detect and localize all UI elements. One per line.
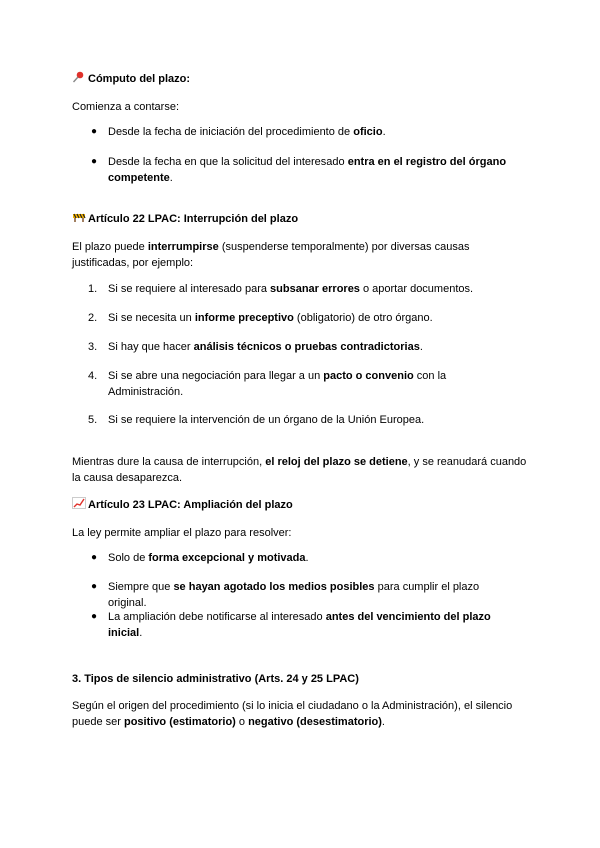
text: . [139, 627, 143, 639]
bold-text: antes del vencimiento del plazo inicial [108, 611, 491, 639]
construction-barrier-icon [72, 211, 86, 223]
intro-computo: Comienza a contarse: [72, 101, 179, 113]
text: Si se necesita un [108, 312, 195, 324]
bullet-marker: ● [91, 156, 98, 167]
bold-text: forma excepcional y motivada [148, 552, 306, 564]
list-item [72, 310, 528, 326]
bullet-marker: ● [91, 611, 98, 622]
number-marker: 5. [88, 414, 98, 426]
list-item [72, 339, 528, 355]
text: . [419, 341, 423, 353]
intro-ampliacion: La ley permite ampliar el plazo para resolver: [72, 527, 292, 539]
text: Si hay que hacer [108, 341, 194, 353]
list-item [72, 412, 528, 428]
text: . [382, 126, 386, 138]
number-marker: 1. [88, 283, 98, 295]
text: Solo de [108, 552, 149, 564]
text: , y se reanudará cuando la causa desaparezca. [72, 456, 527, 484]
bold-text: pacto o convenio [323, 370, 414, 382]
outro-interrupcion [72, 454, 528, 486]
text: Si se requiere la intervención de un órgano de la Unión Europea. [108, 414, 425, 426]
text: o [235, 716, 249, 728]
bold-text: positivo (estimatorio) [123, 716, 236, 728]
list-item [72, 368, 528, 400]
number-marker: 4. [88, 370, 98, 382]
bold-text: informe preceptivo [194, 312, 294, 324]
list-item [72, 609, 528, 641]
list-item [72, 154, 528, 186]
heading-computo-plazo: Cómputo del plazo: [72, 71, 528, 87]
text: El plazo puede [72, 241, 148, 253]
intro-interrupcion [72, 239, 528, 271]
body-tipos-silencio [72, 698, 528, 730]
bold-text: el reloj del plazo se detiene [265, 456, 408, 468]
text: o aportar documentos. [359, 283, 474, 295]
bold-text: análisis técnicos o pruebas contradictorias [193, 341, 420, 353]
list-item [72, 281, 528, 297]
text: Si se abre una negociación para llegar a un [108, 370, 324, 382]
text: La ampliación debe notificarse al interesado [108, 611, 326, 623]
bold-text: negativo (desestimatorio) [248, 716, 382, 728]
bold-text: se hayan agotado los medios posibles [173, 581, 375, 593]
number-marker: 3. [88, 341, 98, 353]
text: (obligatorio) de otro órgano. [293, 312, 433, 324]
text: con la Administración. [108, 370, 447, 398]
text: . [305, 552, 309, 564]
bullet-marker: ● [91, 581, 98, 592]
text: Desde la fecha de iniciación del procedimiento de [108, 126, 354, 138]
text: . [381, 716, 385, 728]
heading-articulo-22: Artículo 22 LPAC: Interrupción del plazo [72, 211, 528, 227]
chart-increasing-icon [72, 497, 86, 509]
bold-text: subsanar errores [270, 283, 360, 295]
text: Desde la fecha en que la solicitud del interesado [108, 156, 348, 168]
list-item [72, 550, 528, 566]
text: Siempre que [108, 581, 174, 593]
bold-text: oficio [353, 126, 383, 138]
list-item [72, 579, 528, 611]
bullet-marker: ● [91, 126, 98, 137]
number-marker: 2. [88, 312, 98, 324]
bold-text: interrumpirse [147, 241, 219, 253]
text: (suspenderse temporalmente) por diversas causas justificadas, por ejemplo: [72, 241, 470, 269]
heading-articulo-23: Artículo 23 LPAC: Ampliación del plazo [72, 497, 528, 513]
bold-text: entra en el registro del órgano competente [108, 156, 507, 184]
text: Mientras dure la causa de interrupción, [72, 456, 266, 468]
text: . [169, 172, 173, 184]
heading-tipos-silencio: 3. Tipos de silencio administrativo (Arts. 24 y 25 LPAC) [72, 673, 359, 685]
bullet-marker: ● [91, 552, 98, 563]
text: Si se requiere al interesado para [108, 283, 271, 295]
text: para cumplir el plazo original. [108, 581, 480, 609]
pushpin-icon [72, 71, 86, 83]
list-item [72, 124, 528, 140]
text: Según el origen del procedimiento (si lo inicia el ciudadano o la Administración), el silencio puede ser [72, 700, 513, 728]
